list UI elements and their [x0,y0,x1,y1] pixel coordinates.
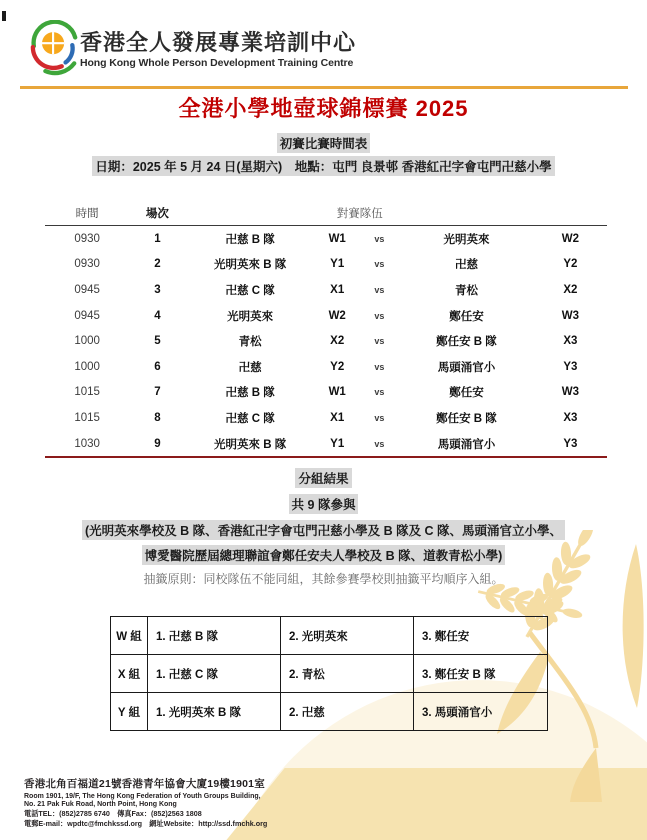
team2-code: W2 [561,232,580,245]
match-number: 5 [154,335,161,348]
match-time: 0930 [74,232,100,245]
match-time: 0945 [74,283,100,296]
team1-code: W1 [328,386,346,399]
team2-name: 鄭任安 [449,310,484,323]
team2-code: W3 [561,386,580,399]
page-title: 全港小學地壺球錦標賽 2025 [178,96,469,121]
footer-email-website: 電郵E-mail：wpdtc@fmchkssd.org 網址Website：http://ssd.fmchk.org [24,819,268,828]
match-time: 0930 [74,258,100,271]
team1-code: Y1 [330,437,345,450]
group-row-w [111,617,548,655]
team2-name: 鄭任安 [449,387,484,400]
grouping-heading-line [0,468,647,488]
team2-code: Y3 [563,360,578,373]
match-time: 1000 [74,335,100,348]
team1-code: X1 [330,283,345,296]
team1-code: X2 [330,335,345,348]
footer-address-block [24,776,454,828]
schedule-row [45,405,607,431]
schedule-row [45,252,607,278]
footer-address-en-1: Room 1901, 19/F, The Hong Kong Federation of Youth Groups Building, [24,793,261,800]
team1-code: Y2 [330,360,345,373]
team1-name: 卍慈 B 隊 [225,387,275,400]
schedule-header-row [45,202,607,226]
team2-code: X2 [563,283,578,296]
date-venue-line [0,156,647,176]
schedule-row [45,328,607,354]
group-slot-3: 3. 馬頭涌官小 [414,693,548,731]
team2-code: X3 [563,335,578,348]
org-name-zh: 香港全人發展專業培訓中心 [80,30,357,55]
vs-label: vs [374,336,385,347]
draw-rule-note: 抽籤原則：同校隊伍不能同組，其餘參賽學校則抽籤平均順序入組。 [143,572,504,586]
col-header-match: 場次 [145,207,169,220]
match-number: 2 [154,258,161,271]
team1-name: 光明英來 B 隊 [214,259,287,272]
team2-name: 光明英來 [443,233,490,246]
subtitle-text: 初賽比賽時間表 [277,133,371,153]
date-venue-text: 日期：2025 年 5 月 24 日(星期六) 地點：屯門 良景邨 香港紅卍字會屯門卍慈小學 [92,156,554,176]
match-number: 6 [154,360,161,373]
group-slot-2: 2. 卍慈 [281,693,414,731]
team1-name: 青松 [238,336,262,349]
group-slot-1: 1. 卍慈 B 隊 [148,617,281,655]
schedule-row [45,303,607,329]
vs-label: vs [374,233,385,244]
participants-text-2: 博愛醫院歷屆總理聯誼會鄭任安夫人學校及 B 隊、道教青松小學) [142,545,506,565]
schedule-body [45,226,607,458]
org-name-en: Hong Kong Whole Person Development Training Centre [80,57,354,69]
vs-label: vs [374,387,385,398]
match-time: 1015 [74,411,100,424]
col-header-time: 時間 [75,207,99,220]
groups-table [110,616,548,731]
org-logo-icon [30,20,80,76]
team2-name: 馬頭涌官小 [437,361,496,374]
team1-name: 光明英來 B 隊 [214,438,287,451]
vs-label: vs [374,259,385,270]
participants-text-1: (光明英來學校及 B 隊、香港紅卍字會屯門卍慈小學及 B 隊及 C 隊、馬頭涌官立小學、 [82,520,565,540]
group-label: Y 組 [111,693,148,731]
group-row-y [111,693,548,731]
team2-code: W3 [561,309,580,322]
team2-name: 鄭任安 B 隊 [436,412,497,425]
team1-code: W2 [328,309,346,322]
match-number: 7 [154,386,161,399]
group-slot-3: 3. 鄭任安 [414,617,548,655]
team2-name: 馬頭涌官小 [437,438,496,451]
match-number: 9 [154,437,161,450]
match-number: 1 [154,232,161,245]
team1-code: X1 [330,411,345,424]
team2-code: Y3 [563,437,578,450]
schedule-row [45,380,607,406]
team2-name: 鄭任安 B 隊 [436,336,497,349]
vs-label: vs [374,412,385,423]
schedule-row [45,431,607,457]
team1-name: 卍慈 B 隊 [225,233,275,246]
participants-line-2 [0,545,647,565]
match-time: 1000 [74,360,100,373]
schedule-table [45,202,607,458]
team1-code: Y1 [330,258,345,271]
team1-code: W1 [328,232,346,245]
group-slot-1: 1. 光明英來 B 隊 [148,693,281,731]
team1-name: 卍慈 [238,361,262,374]
group-label: X 組 [111,655,148,693]
schedule-row [45,354,607,380]
group-label: W 組 [111,617,148,655]
team2-name: 青松 [454,284,478,297]
group-slot-1: 1. 卍慈 C 隊 [148,655,281,693]
footer-address-zh: 香港北角百福道21號香港青年協會大廈19樓1901室 [24,778,265,790]
match-time: 1030 [74,437,100,450]
group-slot-2: 2. 青松 [281,655,414,693]
match-time: 0945 [74,309,100,322]
subtitle-line [0,133,647,153]
footer-phone-fax: 電話TEL：(852)2785 6740 傳真Fax：(852)2563 1808 [24,809,202,818]
team-count: 共 9 隊參與 [289,494,359,514]
schedule-row [45,226,607,252]
team-count-line [0,494,647,514]
grouping-heading: 分組結果 [295,468,351,488]
team2-name: 卍慈 [454,259,478,272]
match-number: 8 [154,411,161,424]
header-divider [20,86,628,89]
vs-label: vs [374,438,385,449]
group-slot-3: 3. 鄭任安 B 隊 [414,655,548,693]
team1-name: 卍慈 C 隊 [225,284,275,297]
schedule-row [45,277,607,303]
vs-label: vs [374,284,385,295]
vs-label: vs [374,361,385,372]
team1-name: 卍慈 C 隊 [225,412,275,425]
vs-label: vs [374,310,385,321]
match-number: 3 [154,283,161,296]
group-slot-2: 2. 光明英來 [281,617,414,655]
team1-name: 光明英來 [227,310,274,323]
group-row-x [111,655,548,693]
footer-address-en-2: No. 21 Pak Fuk Road, North Point, Hong Kong [24,800,177,808]
team2-code: X3 [563,411,578,424]
col-header-teams: 對賽隊伍 [336,207,383,220]
team2-code: Y2 [563,258,578,271]
match-number: 4 [154,309,161,322]
participants-line-1 [0,520,647,540]
match-time: 1015 [74,386,100,399]
